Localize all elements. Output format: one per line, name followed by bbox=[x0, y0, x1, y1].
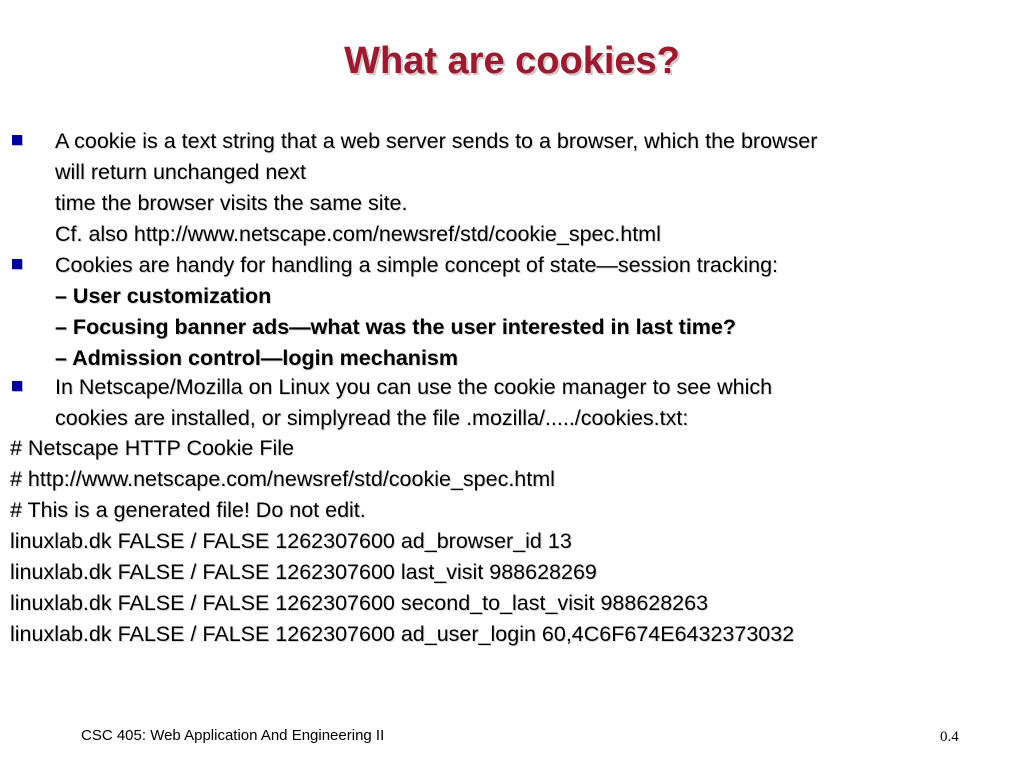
cookie-file-line: linuxlab.dk FALSE / FALSE 1262307600 last_visit 988628269 bbox=[10, 560, 597, 584]
square-bullet-icon bbox=[12, 381, 22, 391]
bullet-line: will return unchanged next bbox=[55, 160, 306, 184]
bullet-body bbox=[55, 372, 1002, 434]
bullet-body bbox=[55, 250, 1002, 374]
sub-point-line: – Focusing banner ads—what was the user interested in last time? bbox=[55, 315, 736, 339]
cookie-file-line: # Netscape HTTP Cookie File bbox=[10, 436, 294, 460]
footer-course-title: CSC 405: Web Application And Engineering II bbox=[81, 727, 385, 744]
square-bullet-icon bbox=[12, 135, 22, 145]
cookie-file-line: linuxlab.dk FALSE / FALSE 1262307600 ad_browser_id 13 bbox=[10, 529, 572, 553]
cookie-file-line: linuxlab.dk FALSE / FALSE 1262307600 ad_user_login 60,4C6F674E6432373032 bbox=[10, 622, 795, 646]
bullet-item-cookie-definition bbox=[12, 126, 1002, 250]
bullet-item-session-tracking bbox=[12, 250, 1002, 374]
footer-page-number: 0.4 bbox=[940, 729, 959, 745]
bullet-line: In Netscape/Mozilla on Linux you can use the cookie manager to see which bbox=[55, 375, 773, 399]
cookie-file-line: # This is a generated file! Do not edit. bbox=[10, 498, 366, 522]
bullet-line: cookies are installed, or simplyread the file .mozilla/...../cookies.txt: bbox=[55, 406, 689, 430]
bullet-body bbox=[55, 126, 1002, 250]
sub-point-line: – Admission control—login mechanism bbox=[55, 346, 458, 370]
square-bullet-icon bbox=[12, 259, 22, 269]
sub-point-line: – User customization bbox=[55, 284, 272, 308]
cookie-file-line: linuxlab.dk FALSE / FALSE 1262307600 second_to_last_visit 988628263 bbox=[10, 591, 709, 615]
bullet-item-cookie-manager bbox=[12, 372, 1002, 434]
bullet-line: Cookies are handy for handling a simple concept of state—session tracking: bbox=[55, 253, 779, 277]
cookie-file-line: # http://www.netscape.com/newsref/std/cookie_spec.html bbox=[10, 467, 555, 491]
bullet-line: Cf. also http://www.netscape.com/newsref/std/cookie_spec.html bbox=[55, 222, 661, 246]
slide-title: What are cookies? bbox=[344, 40, 680, 82]
bullet-line: A cookie is a text string that a web server sends to a browser, which the browser bbox=[55, 129, 818, 153]
cookie-file-listing bbox=[10, 433, 1010, 650]
bullet-line: time the browser visits the same site. bbox=[55, 191, 408, 215]
